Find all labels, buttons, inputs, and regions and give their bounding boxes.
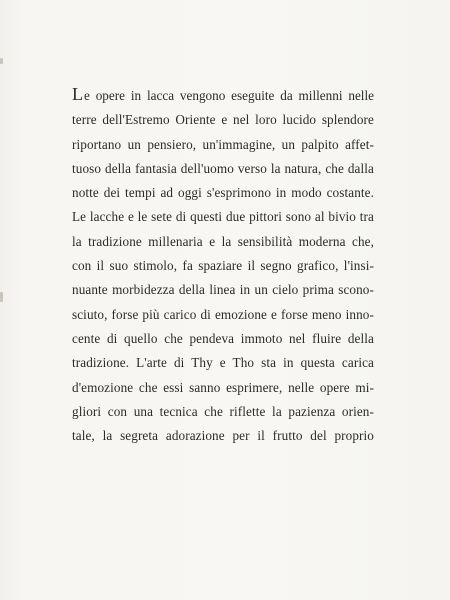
text-line: cente di quello che pendeva immoto nel fluire della	[72, 330, 374, 346]
text-line: con il suo stimolo, fa spaziare il segno grafico, l'insi-	[72, 258, 374, 274]
initial-letter: L	[72, 84, 83, 104]
text-line: terre dell'Estremo Oriente e nel loro lucido splendore	[72, 112, 374, 128]
text-line-first	[72, 84, 374, 108]
text-line: gliori con una tecnica che riflette la pazienza orien-	[72, 403, 374, 419]
text-line: tale, la segreta adorazione per il frutto del proprio	[72, 428, 374, 444]
text-line: notte dei tempi ad oggi s'esprimono in modo costante.	[72, 185, 374, 201]
text-line: riportano un pensiero, un'immagine, un palpito affet-	[72, 136, 374, 152]
body-text	[72, 84, 374, 448]
first-line-text: e opere in lacca vengono eseguite da millenni nelle	[84, 88, 374, 103]
page-edge-mark	[0, 292, 3, 302]
text-line: Le lacche e le sete di questi due pittori sono al bivio tra	[72, 209, 374, 225]
text-line: tuoso della fantasia dell'uomo verso la natura, che dalla	[72, 160, 374, 176]
text-line: d'emozione che essi sanno esprimere, nelle opere mi-	[72, 379, 374, 395]
text-line: sciuto, forse più carico di emozione e forse meno inno-	[72, 306, 374, 322]
text-line: nuante morbidezza della linea in un cielo prima scono-	[72, 282, 374, 298]
text-line: tradizione. L'arte di Thy e Tho sta in questa carica	[72, 355, 374, 371]
text-line: la tradizione millenaria e la sensibilità moderna che,	[72, 233, 374, 249]
page-edge-mark	[0, 58, 3, 64]
